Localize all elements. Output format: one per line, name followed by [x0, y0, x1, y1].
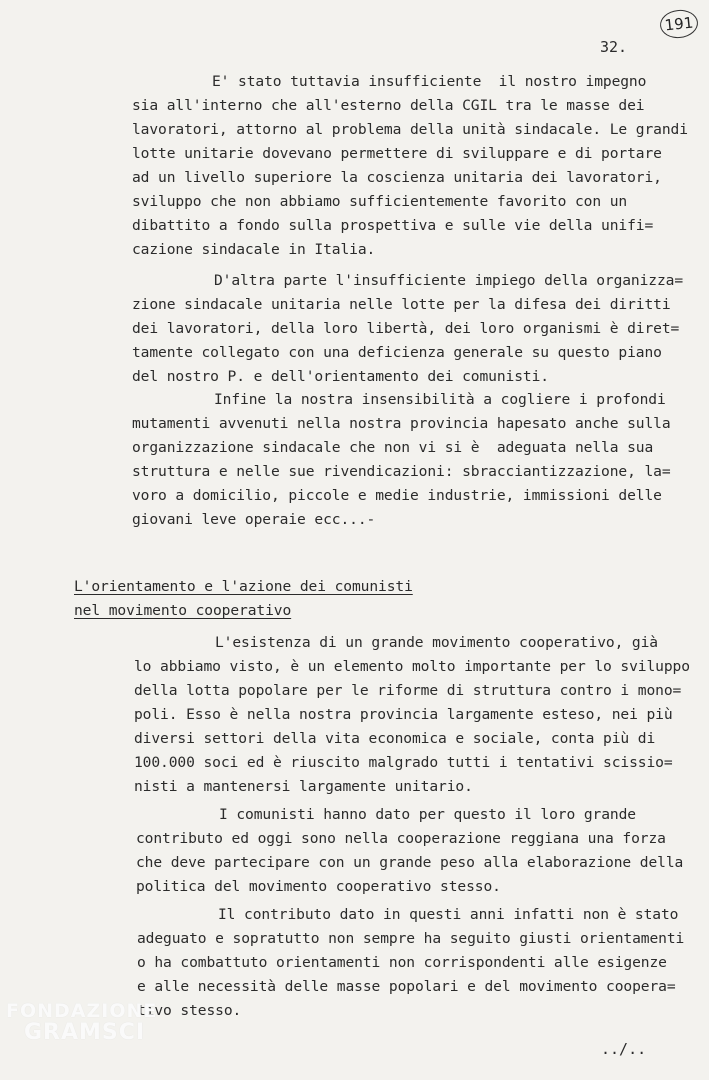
text-line: lo abbiamo visto, è un elemento molto importante per lo sviluppo	[134, 658, 690, 675]
text-line: contributo ed oggi sono nella cooperazione reggiana una forza	[136, 830, 666, 847]
text-line: del nostro P. e dell'orientamento dei comunisti.	[132, 368, 549, 385]
text-line: organizzazione sindacale che non vi si è adeguata nella sua	[132, 439, 654, 456]
text-line: giovani leve operaie ecc...-	[132, 511, 376, 528]
text-line: mutamenti avvenuti nella nostra provincia hapesato anche sulla	[132, 415, 671, 432]
text-line: D'altra parte l'insufficiente impiego della organizza=	[214, 272, 684, 289]
text-line: o ha combattuto orientamenti non corrispondenti alle esigenze	[137, 954, 667, 971]
text-line: cazione sindacale in Italia.	[132, 241, 376, 258]
text-line: sia all'interno che all'esterno della CGIL tra le masse dei	[132, 97, 645, 114]
text-line: poli. Esso è nella nostra provincia largamente esteso, nei più	[134, 706, 673, 723]
watermark-line: FONDAZIONE	[6, 1000, 158, 1022]
section-heading: nel movimento cooperativo	[74, 602, 292, 619]
page-number: 32.	[600, 38, 628, 56]
text-line: 100.000 soci ed è riuscito malgrado tutti i tentativi scissio=	[134, 754, 673, 771]
archive-stamp: 191	[659, 8, 700, 40]
continuation-mark: ../..	[601, 1040, 647, 1058]
text-line: ad un livello superiore la coscienza unitaria dei lavoratori,	[132, 169, 662, 186]
text-line: I comunisti hanno dato per questo il loro grande	[219, 806, 636, 823]
text-line: struttura e nelle sue rivendicazioni: sbracciantizzazione, la=	[132, 463, 671, 480]
text-line: tivo stesso.	[137, 1002, 242, 1019]
text-line: lavoratori, attorno al problema della unità sindacale. Le grandi	[132, 121, 688, 138]
text-line: E' stato tuttavia insufficiente il nostro impegno	[212, 73, 647, 90]
text-line: e alle necessità delle masse popolari e del movimento coopera=	[137, 978, 676, 995]
text-line: Il contributo dato in questi anni infatti non è stato	[218, 906, 679, 923]
text-line: che deve partecipare con un grande peso alla elaborazione della	[136, 854, 684, 871]
text-line: tamente collegato con una deficienza generale su questo piano	[132, 344, 662, 361]
fondazione-gramsci-watermark	[6, 1000, 157, 1044]
text-line: sviluppo che non abbiamo sufficientemente favorito con un	[132, 193, 628, 210]
section-heading: L'orientamento e l'azione dei comunisti	[74, 578, 413, 595]
text-line: Infine la nostra insensibilità a cogliere i profondi	[214, 391, 666, 408]
text-line: L'esistenza di un grande movimento cooperativo, già	[215, 634, 658, 651]
text-line: adeguato e sopratutto non sempre ha seguito giusti orientamenti	[137, 930, 685, 947]
text-line: nisti a mantenersi largamente unitario.	[134, 778, 473, 795]
text-line: diversi settori della vita economica e sociale, conta più di	[134, 730, 656, 747]
watermark-line: GRAMSCI	[24, 1020, 146, 1045]
text-line: dei lavoratori, della loro libertà, dei loro organismi è diret=	[132, 320, 680, 337]
text-line: della lotta popolare per le riforme di struttura contro i mono=	[134, 682, 682, 699]
text-line: voro a domicilio, piccole e medie industrie, immissioni delle	[132, 487, 662, 504]
text-line: politica del movimento cooperativo stesso.	[136, 878, 501, 895]
text-line: lotte unitarie dovevano permettere di sviluppare e di portare	[132, 145, 662, 162]
text-line: dibattito a fondo sulla prospettiva e sulle vie della unifi=	[132, 217, 654, 234]
text-line: zione sindacale unitaria nelle lotte per la difesa dei diritti	[132, 296, 671, 313]
